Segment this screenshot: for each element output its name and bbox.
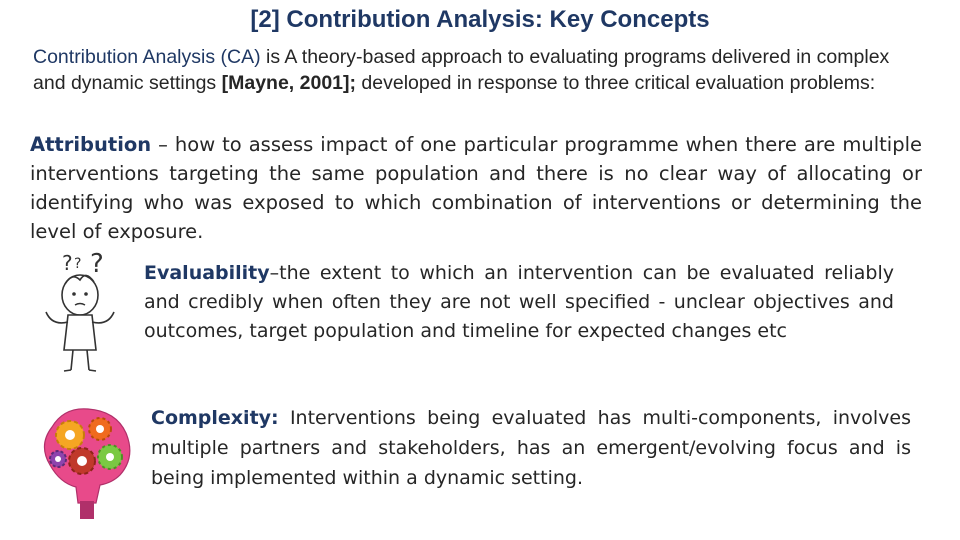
evaluability-text: –the extent to which an intervention can be evaluated reliably and credibly when often they are not well specified - unclear objectives and outcomes, target population and timeline for expected changes etc <box>144 262 894 342</box>
intro-text-after-ref: developed in response to three critical evaluation problems: <box>356 72 876 94</box>
svg-text:?: ? <box>62 251 73 275</box>
attribution-term: Attribution <box>30 133 152 156</box>
evaluability-term: Evaluability <box>144 262 270 284</box>
attribution-paragraph <box>30 130 922 246</box>
complexity-term: Complexity: <box>151 407 279 429</box>
svg-text:?: ? <box>90 250 104 279</box>
confused-person-icon <box>28 250 124 375</box>
attribution-text: – how to assess impact of one particular programme when there are multiple interventions targeting the same population and there is no clear way of allocating or identifying who was exposed to which combination of interventions or determining the level of exposure. <box>30 133 922 243</box>
intro-reference: [Mayne, 2001]; <box>221 72 356 94</box>
intro-paragraph <box>33 44 913 96</box>
intro-text-before-ref: is A theory-based approach to evaluating programs delivered in complex and dynamic settings <box>33 46 890 94</box>
svg-text:?: ? <box>74 256 82 272</box>
complexity-text: Interventions being evaluated has multi-components, involves multiple partners and stakeholders, has an emergent/evolving focus and is being implemented within a dynamic setting. <box>151 407 911 489</box>
gear-brain-icon <box>30 395 138 525</box>
complexity-paragraph <box>151 403 911 493</box>
intro-term: Contribution Analysis (CA) <box>33 46 261 68</box>
slide-title: [2] Contribution Analysis: Key Concepts <box>250 6 710 33</box>
evaluability-paragraph <box>144 259 894 346</box>
